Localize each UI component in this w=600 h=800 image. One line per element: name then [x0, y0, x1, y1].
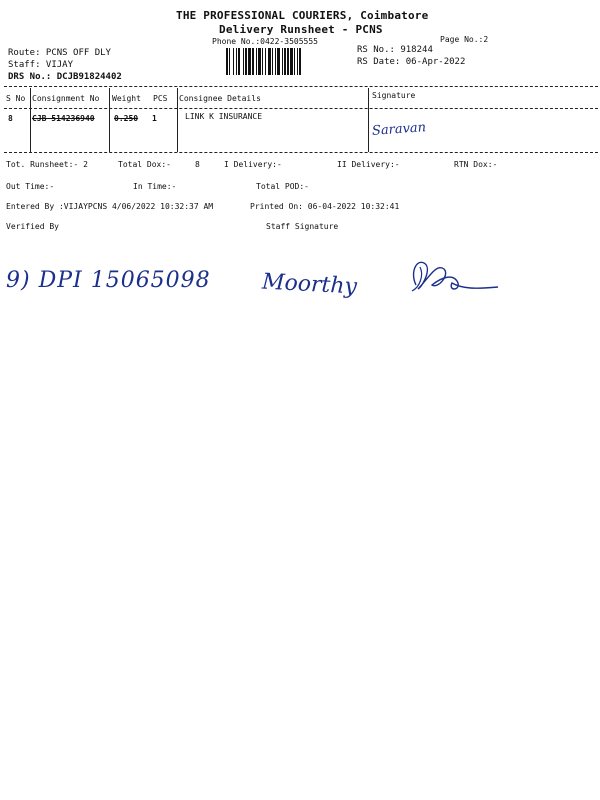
entered-by: Entered By :VIJAYPCNS 4/06/2022 10:32:37 AM	[6, 202, 214, 211]
barcode-bar	[226, 48, 228, 75]
col-header-signature: Signature	[372, 91, 416, 100]
col-header-consignee: Consignee Details	[179, 94, 261, 103]
total-pod: Total POD:-	[256, 182, 309, 191]
barcode-bar	[277, 48, 280, 75]
company-name: THE PROFESSIONAL COURIERS, Coimbatore	[176, 9, 429, 22]
col-header-sno: S No	[6, 94, 26, 103]
barcode-bar	[248, 48, 251, 75]
barcode-bar	[282, 48, 283, 75]
printed-on: Printed On: 06-04-2022 10:32:41	[250, 202, 400, 211]
ii-delivery: II Delivery:-	[337, 160, 400, 169]
barcode-bar	[284, 48, 286, 75]
i-delivery: I Delivery:-	[224, 160, 282, 169]
staff: Staff: VIJAY	[8, 60, 74, 70]
barcode-bar	[236, 48, 237, 75]
rtn-dox: RTN Dox:-	[454, 160, 498, 169]
total-dox-value: 8	[195, 160, 200, 169]
barcode-bar	[233, 48, 234, 75]
phone-number: Phone No.:0422-3505555	[212, 37, 318, 46]
barcode-bar	[299, 48, 301, 75]
page-number: Page No.:2	[440, 35, 489, 44]
col-header-consignment: Consignment No	[32, 94, 100, 103]
staff-signature-scribble	[402, 255, 502, 305]
column-divider	[177, 88, 178, 152]
barcode-bar	[287, 48, 289, 75]
rs-date: RS Date: 06-Apr-2022	[357, 57, 466, 67]
rs-number: RS No.: 918244	[357, 45, 433, 55]
col-header-weight: Weight	[112, 94, 141, 103]
barcode-bar	[243, 48, 244, 75]
column-divider	[30, 88, 31, 152]
in-time: In Time:-	[133, 182, 177, 191]
out-time: Out Time:-	[6, 182, 55, 191]
column-divider	[368, 88, 369, 152]
barcode-bar	[294, 48, 295, 75]
row-signature: Saravan	[371, 120, 427, 139]
barcode-bar	[256, 48, 257, 75]
barcode-bar	[290, 48, 293, 75]
row-weight: 0.250	[114, 114, 139, 123]
barcode-bar	[268, 48, 271, 75]
barcode-bar	[262, 48, 263, 75]
barcode-bar	[275, 48, 276, 75]
tot-runsheet: Tot. Runsheet:- 2	[6, 160, 88, 169]
route: Route: PCNS OFF DLY	[8, 48, 111, 58]
barcode-bar	[265, 48, 266, 75]
total-dox-label: Total Dox:-	[118, 160, 171, 169]
document-title: Delivery Runsheet - PCNS	[219, 23, 383, 36]
handwritten-name: Moorthy	[261, 269, 358, 300]
row-sno: 8	[8, 114, 13, 123]
barcode	[226, 48, 346, 75]
row-pcs: 1	[152, 114, 157, 123]
table-bottom-rule	[4, 152, 598, 153]
drs-number: DRS No.: DCJB91824402	[8, 72, 122, 82]
barcode-bar	[245, 48, 247, 75]
barcode-bar	[297, 48, 298, 75]
row-consignment-no: CJB 514236940	[32, 114, 95, 123]
col-header-pcs: PCS	[153, 94, 168, 103]
verified-by: Verified By	[6, 222, 59, 231]
table-header-rule	[4, 108, 598, 109]
table-top-rule	[4, 86, 598, 87]
barcode-bar	[238, 48, 240, 75]
barcode-bar	[252, 48, 254, 75]
barcode-bar	[272, 48, 273, 75]
staff-signature-label: Staff Signature	[266, 222, 339, 231]
column-divider	[109, 88, 110, 152]
barcode-bar	[258, 48, 261, 75]
barcode-bar	[229, 48, 230, 75]
row-consignee: LINK K INSURANCE	[185, 112, 263, 121]
handwritten-note: 9) DPI 15065098	[6, 268, 211, 293]
